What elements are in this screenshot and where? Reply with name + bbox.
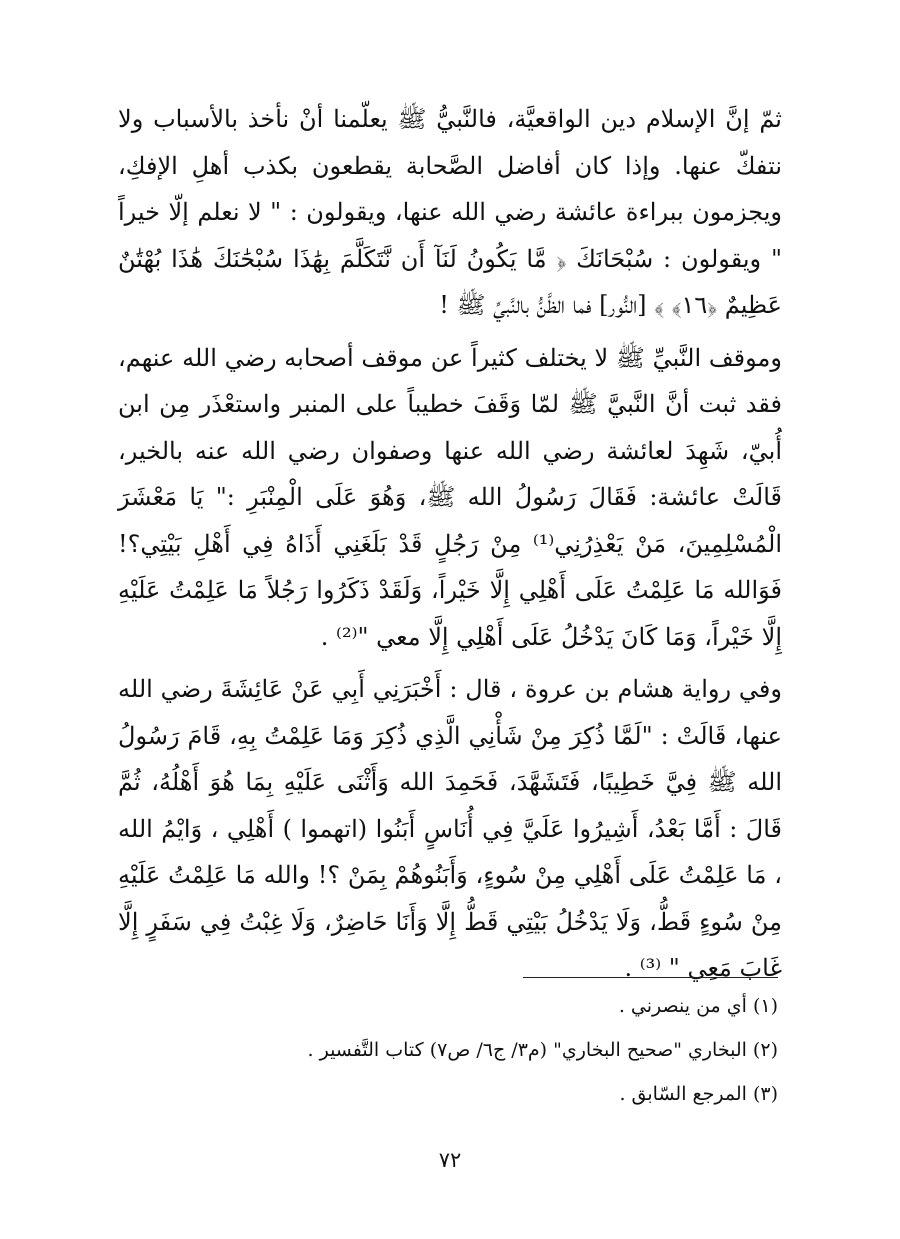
footnote-separator (523, 977, 778, 978)
footnotes (118, 995, 778, 1127)
page-number: ٧٢ (438, 1148, 462, 1172)
footnote-2: (٢) البخاري "صحيح البخاري" (م٣/ ج٦/ ص٧) كتاب التَّفسير . (307, 1039, 778, 1061)
paragraph-1: ثمّ إنَّ الإسلام دين الواقعيَّة، فالنَّبيُّ ﷺ يعلّمنا أنْ نأخذ بالأسباب ولا نتفكّ عنها. وإذا كان أفاضل الصَّحابة يقطعون بكذب أهلِ الإفكِ، ويجزمون ببراءة عائشة رضي الله عنها، ويقولون : " لا نعلم إلّا خيراً " ويقولون : سُبْحَانَكَ ﴿ مَّا يَكُونُ لَنَآ أَن نَّتَكَلَّمَ بِهَٰذَا سُبْحَٰنَكَ هَٰذَا بُهْتَٰنٌ عَظِيمٌ ﴿١٦﴾ ﴾ [النُّور] فما الظَّنُّ بالنَّبيِّ ﷺ ! (118, 105, 783, 319)
paragraph-2: وموقف النَّبيِّ ﷺ لا يختلف كثيراً عن موقف أصحابه رضي الله عنهم، فقد ثبت أنَّ النَّبيَّ ﷺ لمّا وَقَفَ خطيباً على المنبر واستعْذَر مِن ابن أُبيّ، شَهِدَ لعائشة رضي الله عنها وصفوان رضي الله عنه بالخير، قَالَتْ عائشة: فَقَالَ رَسُولُ الله ﷺ، وَهُوَ عَلَى الْمِنْبَرِ :" يَا مَعْشَرَ الْمُسْلِمِينَ، مَنْ يَعْذِرُنِي⁽¹⁾ مِنْ رَجُلٍ قَدْ بَلَغَنِي أَذَاهُ فِي أَهْلِ بَيْتِي؟! فَوَالله مَا عَلِمْتُ عَلَى أَهْلِي إِلَّا خَيْراً، وَلَقَدْ ذَكَرُوا رَجُلاً مَا عَلِمْتُ عَلَيْهِ إِلَّا خَيْراً، وَمَا كَانَ يَدْخُلُ عَلَى أَهْلِي إِلَّا معي "⁽²⁾ . (118, 343, 783, 651)
body-text (118, 96, 782, 992)
footnote-3: (٣) المرجع السّابق . (619, 1083, 778, 1105)
paragraph-3: وفي رواية هشام بن عروة ، قال : أَخْبَرَنِي أَبِي عَنْ عَائِشَةَ رضي الله عنها، قَالَتْ : "لَمَّا ذُكِرَ مِنْ شَأْنِي الَّذِي ذُكِرَ وَمَا عَلِمْتُ بِهِ، قَامَ رَسُولُ الله ﷺ فِيَّ خَطِيبًا، فَتَشَهَّدَ، فَحَمِدَ الله وَأَثْنَى عَلَيْهِ بِمَا هُوَ أَهْلُهُ، ثُمَّ قَالَ : أَمَّا بَعْدُ، أَشِيرُوا عَلَيَّ فِي أُنَاسٍ أَبَنُوا (اتهموا ) أَهْلِي ، وَايْمُ الله ، مَا عَلِمْتُ عَلَى أَهْلِي مِنْ سُوءٍ، وَأَبَنُوهُمْ بِمَنْ ؟! والله مَا عَلِمْتُ عَلَيْهِ مِنْ سُوءٍ قَطُّ، وَلَا يَدْخُلُ بَيْتِي قَطُّ إِلَّا وَأَنَا حَاضِرٌ، وَلَا غِبْتُ فِي سَفَرٍ إِلَّا غَابَ مَعِي " ⁽³⁾ . (118, 675, 782, 982)
footnote-1: (١) أي من ينصرني . (618, 995, 778, 1017)
